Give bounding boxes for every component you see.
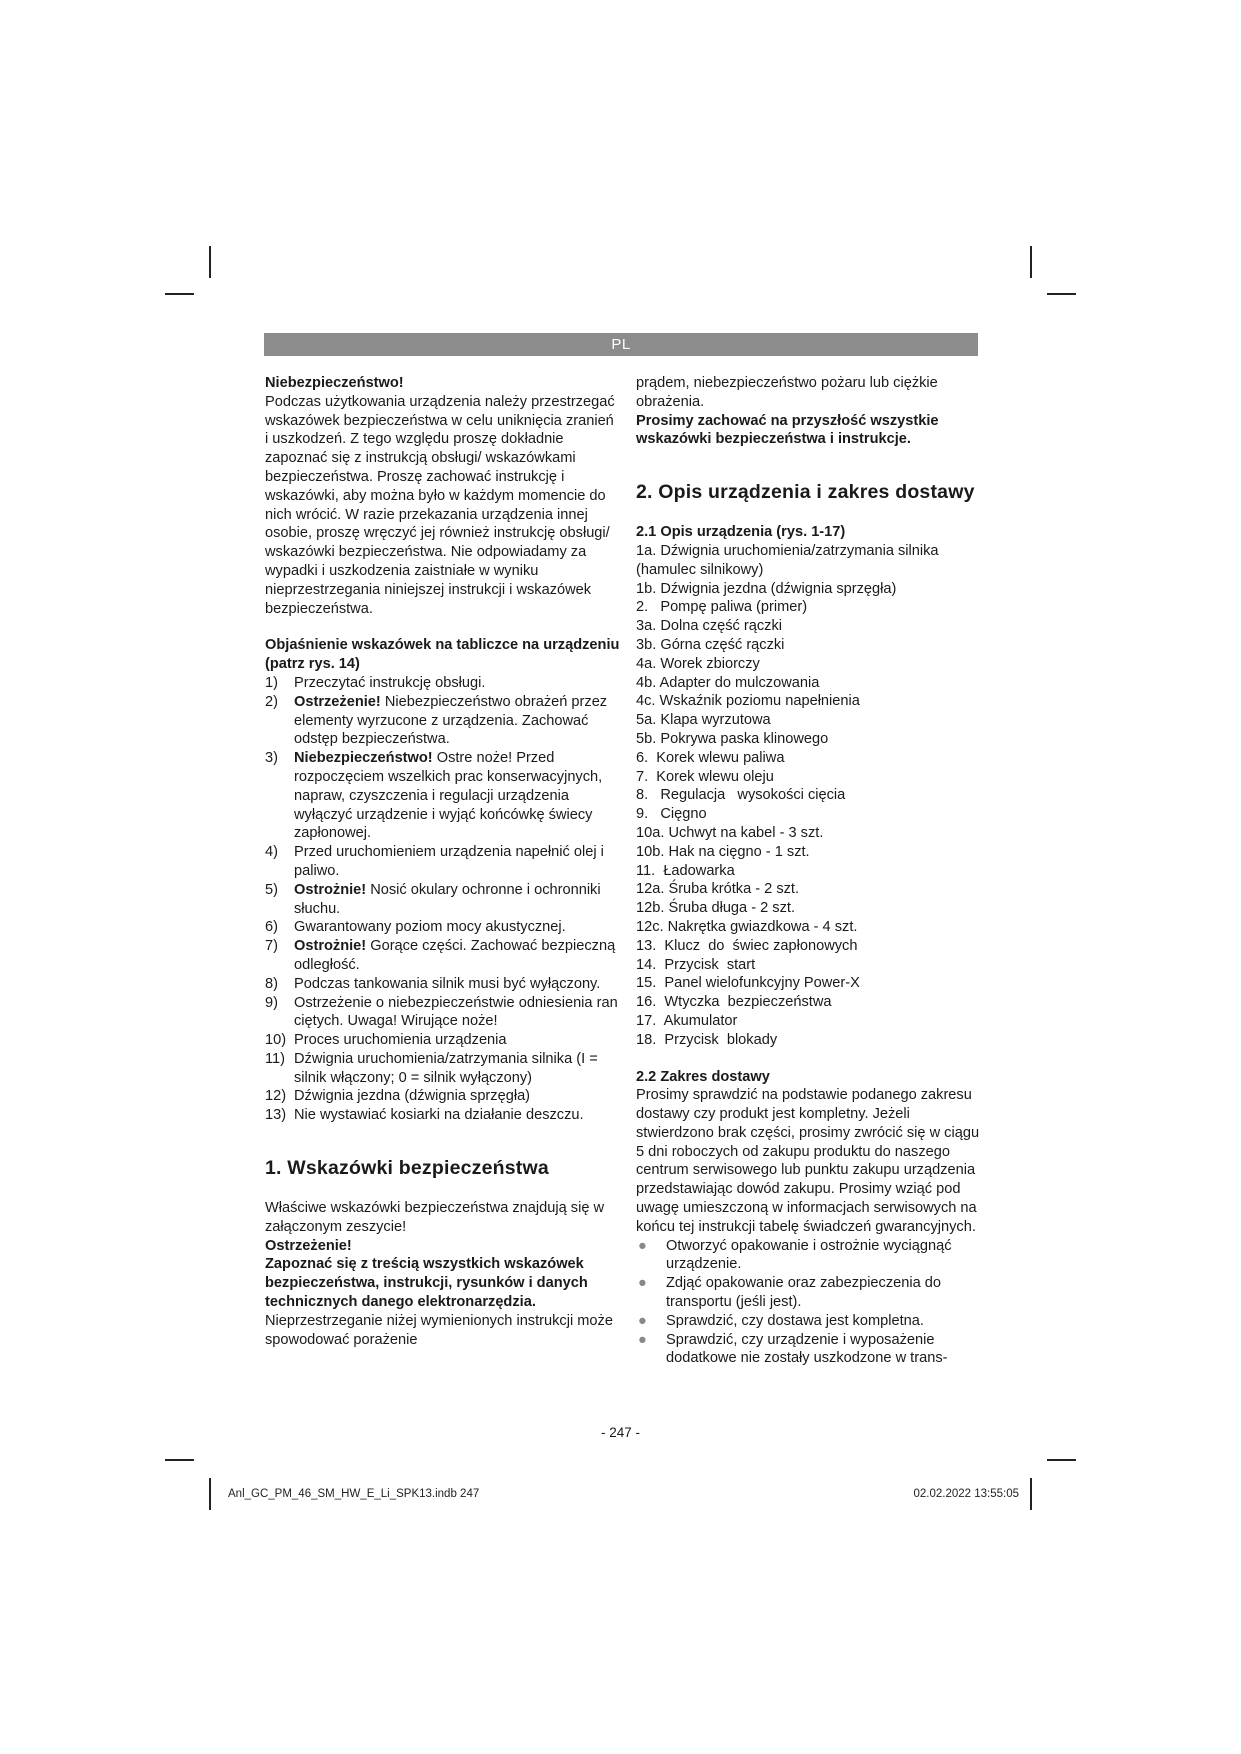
bullet-item: ● Sprawdzić, czy urządzenie i wyposażenie dodatkowe nie zostały uszkodzone w trans-	[638, 1331, 948, 1367]
part-item: 1a. Dźwignia uruchomienia/zatrzymania silnika (hamulec silnikowy)	[636, 542, 939, 578]
continued-paragraph: prądem, niebezpieczeństwo pożaru lub ciężkie obrażenia.	[636, 375, 938, 410]
part-item: 9. Cięgno	[636, 806, 707, 823]
section-1-heading: 1. Wskazówki bezpieczeństwa	[265, 1157, 549, 1180]
part-item: 1b. Dźwignia jezdna (dźwignia sprzęgła)	[636, 580, 897, 597]
danger-title: Niebezpieczeństwo!	[265, 375, 404, 391]
file-slug: Anl_GC_PM_46_SM_HW_E_Li_SPK13.indb 247	[228, 1488, 480, 1500]
bullet-dot-icon: ●	[638, 1237, 647, 1254]
symbols-heading: Objaśnienie wskazówek na tabliczce na urządzeniu (patrz rys. 14)	[265, 637, 620, 673]
language-header-bar: PL	[264, 333, 978, 356]
symbol-item: 2) Ostrzeżenie! Niebezpieczeństwo obrażeń przez elementy wyrzucone z urządzenia. Zachować odstęp bezpieczeństwa.	[265, 693, 608, 748]
part-item: 3b. Górna część rączki	[636, 636, 785, 653]
part-item: 12b. Śruba długa - 2 szt.	[636, 900, 796, 917]
print-timestamp: 02.02.2022 13:55:05	[913, 1488, 1019, 1500]
part-item: 18. Przycisk blokady	[636, 1031, 778, 1048]
right-column	[636, 374, 981, 1368]
symbol-item: 11) Dźwignia uruchomienia/zatrzymania silnika (I = silnik włączony; 0 = silnik wyłączony)	[265, 1050, 598, 1086]
delivery-bullets	[636, 1237, 981, 1369]
symbol-item: 4) Przed uruchomieniem urządzenia napełnić olej i paliwo.	[265, 844, 604, 879]
delivery-paragraph: Prosimy sprawdzić na podstawie podanego zakresu dostawy czy produkt jest kompletny. Jeżeli stwierdzono brak części, prosimy zwrócić się w ciągu 5 dni roboczych od zakupu produktu do naszego centrum serwisowego lub punktu zakupu urządzenia przedstawiając dowód zakupu. Prosimy wziąć pod uwagę umieszczoną w informacjach serwisowych na końcu tej instrukcji tabelę świadczeń gwarancyjnych.	[636, 1087, 980, 1235]
danger-paragraph: Podczas użytkowania urządzenia należy przestrzegać wskazówek bezpieczeństwa w celu uniknięcia zranień i uszkodzeń. Z tego względu proszę dokładnie zapoznać się z instrukcją obsługi/ wskazówkami bezpieczeństwa. Proszę zachować instrukcję i wskazówki, aby można było w każdym momencie do nich wrócić. W razie przekazania urządzenia innej osobie, proszę wręczyć jej również instrukcję obsługi/ wskazówki bezpieczeństwa. Nie odpowiadamy za wypadki i uszkodzenia zaistniałe w wyniku nieprzestrzegania niniejszej instrukcji i wskazówek bezpieczeństwa.	[265, 393, 615, 617]
part-item: 4b. Adapter do mulczowania	[636, 674, 820, 691]
bullet-dot-icon: ●	[638, 1331, 647, 1348]
part-item: 12c. Nakrętka gwiazdkowa - 4 szt.	[636, 918, 858, 935]
left-column	[265, 374, 620, 1349]
symbol-item: 9) Ostrzeżenie o niebezpieczeństwie odniesienia ran ciętych. Uwaga! Wirujące noże!	[265, 994, 618, 1030]
bullet-item: ● Otworzyć opakowanie i ostrożnie wyciągnąć urządzenie.	[638, 1237, 952, 1273]
bullet-item: ● Zdjąć opakowanie oraz zabezpieczenia do transportu (jeśli jest).	[638, 1275, 942, 1311]
subsection-2-2-heading: 2.2 Zakres dostawy	[636, 1068, 770, 1085]
part-item: 16. Wtyczka bezpieczeństwa	[636, 994, 832, 1011]
part-item: 15. Panel wielofunkcyjny Power-X	[636, 975, 860, 992]
crop-mark	[1047, 293, 1076, 295]
part-item: 10a. Uchwyt na kabel - 3 szt.	[636, 824, 824, 841]
symbol-item: 10) Proces uruchomienia urządzenia	[265, 1032, 507, 1049]
keep-instructions-note: Prosimy zachować na przyszłość wszystkie wskazówki bezpieczeństwa i instrukcje.	[636, 412, 939, 448]
bullet-dot-icon: ●	[638, 1312, 647, 1329]
part-item: 11. Ładowarka	[636, 862, 735, 879]
symbol-item: 13) Nie wystawiać kosiarki na działanie deszczu.	[265, 1107, 584, 1124]
bullet-item: ● Sprawdzić, czy dostawa jest kompletna.	[638, 1312, 924, 1329]
part-item: 7. Korek wlewu oleju	[636, 768, 774, 785]
symbol-item: 3) Niebezpieczeństwo! Ostre noże! Przed rozpoczęciem wszelkich prac konserwacyjnych, napraw, czyszczenia i regulacji urządzenia wyłączyć urządzenie i wyjąć końcówkę świecy zapłonowej.	[265, 750, 603, 842]
warning-paragraph: Zapoznać się z treścią wszystkich wskazówek bezpieczeństwa, instrukcji, rysunków i danych technicznych danego elektronarzędzia. Nieprzestrzeganie niżej wymienionych instrukcji może spowodować porażenie	[265, 1256, 613, 1348]
symbol-item: 12) Dźwignia jezdna (dźwignia sprzęgła)	[265, 1088, 531, 1105]
crop-mark	[1047, 1459, 1076, 1461]
part-item: 13. Klucz do świec zapłonowych	[636, 937, 858, 954]
subsection-2-1-heading: 2.1 Opis urządzenia (rys. 1-17)	[636, 524, 846, 541]
part-item: 10b. Hak na cięgno - 1 szt.	[636, 843, 810, 860]
symbol-item: 1) Przeczytać instrukcję obsługi.	[265, 674, 486, 691]
part-item: 17. Akumulator	[636, 1012, 738, 1029]
part-item: 14. Przycisk start	[636, 956, 756, 973]
crop-mark	[1030, 1478, 1032, 1510]
part-item: 4a. Worek zbiorczy	[636, 655, 760, 672]
part-item: 3a. Dolna część rączki	[636, 618, 782, 635]
part-item: 8. Regulacja wysokości cięcia	[636, 787, 846, 804]
crop-mark	[209, 246, 211, 278]
part-item: 5b. Pokrywa paska klinowego	[636, 730, 829, 747]
symbol-item: 7) Ostrożnie! Gorące części. Zachować bezpieczną odległość.	[265, 938, 616, 973]
symbol-item: 8) Podczas tankowania silnik musi być wyłączony.	[265, 975, 601, 992]
part-item: 6. Korek wlewu paliwa	[636, 749, 785, 766]
parts-list	[636, 542, 981, 1050]
part-item: 2. Pompę paliwa (primer)	[636, 599, 808, 616]
symbol-item: 6) Gwarantowany poziom mocy akustycznej.	[265, 919, 566, 936]
crop-mark	[165, 293, 194, 295]
page-number: - 247 -	[600, 1425, 641, 1440]
part-item: 4c. Wskaźnik poziomu napełnienia	[636, 693, 860, 710]
crop-mark	[209, 1478, 211, 1510]
section-2-heading: 2. Opis urządzenia i zakres dostawy	[636, 481, 975, 504]
warning-title: Ostrzeżenie!	[265, 1237, 352, 1254]
part-item: 5a. Klapa wyrzutowa	[636, 712, 771, 729]
part-item: 12a. Śruba krótka - 2 szt.	[636, 881, 800, 898]
crop-mark	[165, 1459, 194, 1461]
symbol-item: 5) Ostrożnie! Nosić okulary ochronne i ochronniki słuchu.	[265, 881, 601, 917]
bullet-dot-icon: ●	[638, 1275, 647, 1292]
symbols-list	[265, 674, 620, 1125]
section-1-paragraph: Właściwe wskazówki bezpieczeństwa znajdują się w załączonym zeszycie!	[265, 1200, 605, 1235]
crop-mark	[1030, 246, 1032, 278]
